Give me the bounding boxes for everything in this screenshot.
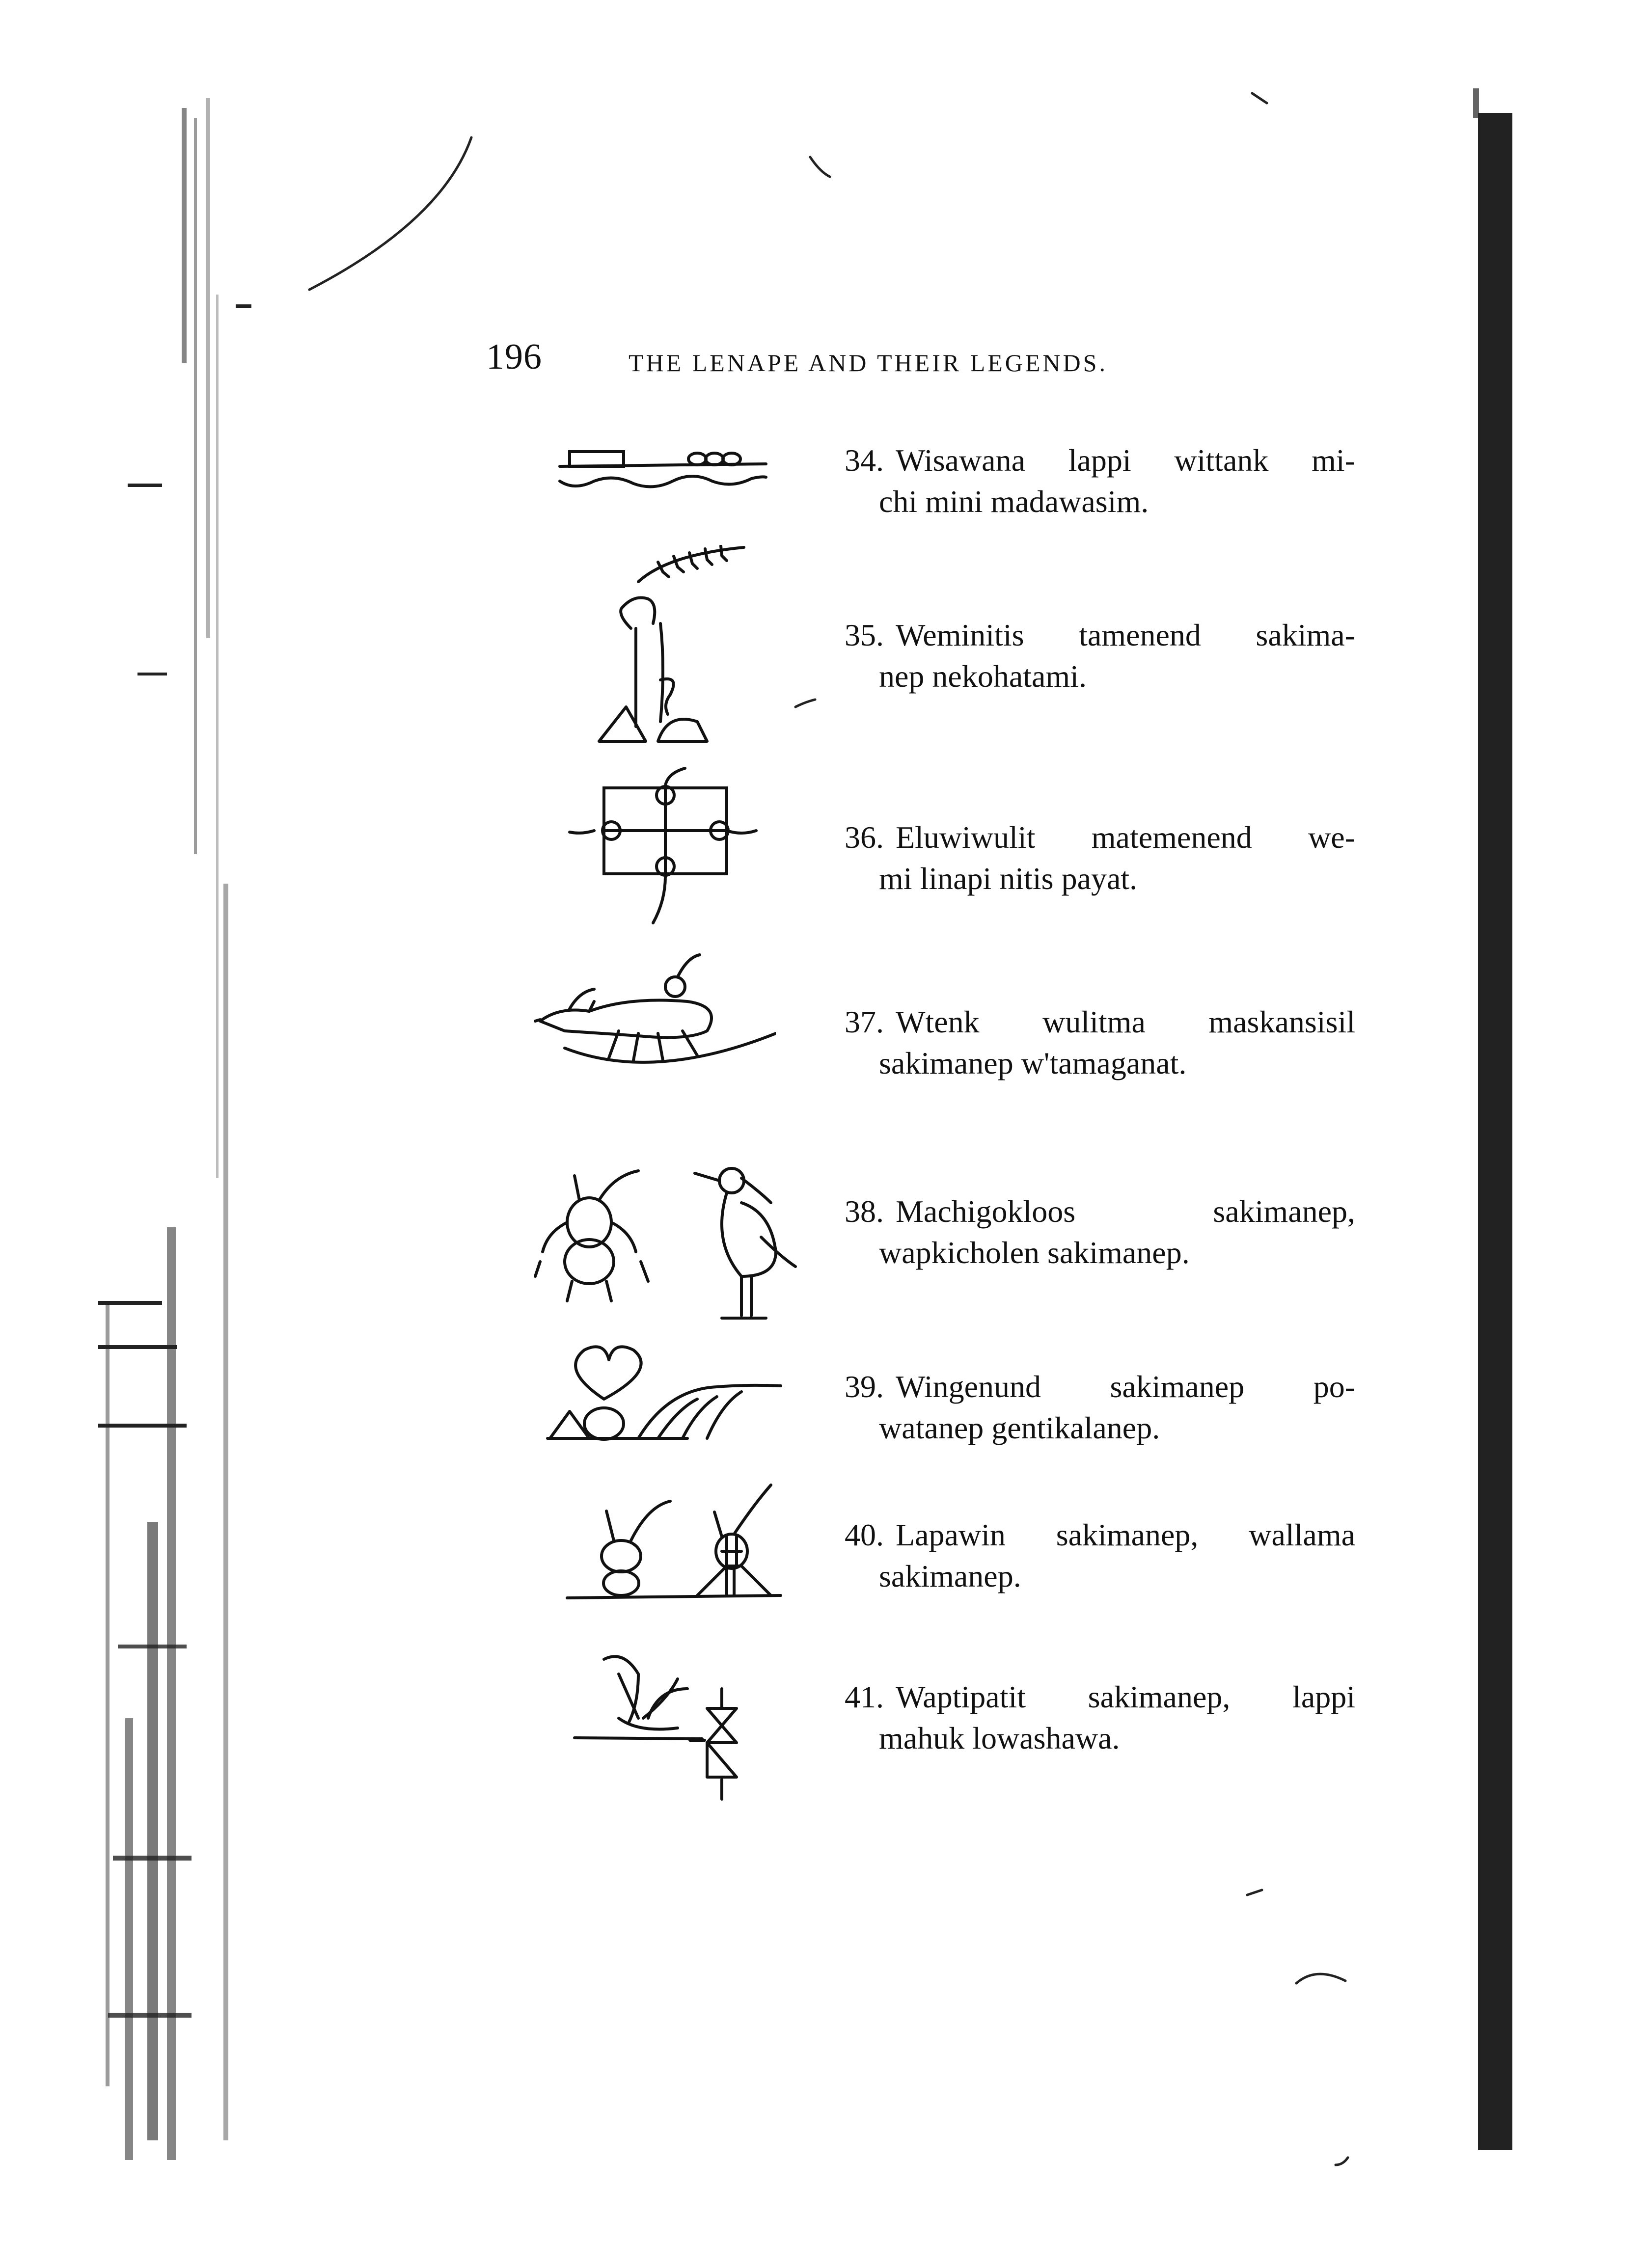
entry-line-1: Wtenk wulitma maskansisil <box>896 1004 1355 1039</box>
bird-and-hourglass-glyph <box>570 1645 776 1807</box>
crossed-enclosure-glyph <box>560 766 766 928</box>
entry-number: 40. <box>845 1517 884 1552</box>
entry-36 <box>845 817 1355 899</box>
seated-chief-with-feather-glyph <box>589 545 751 751</box>
entry-line-1: Waptipatit sakimanep, lappi <box>896 1679 1355 1714</box>
entry-line-1: Wisawana lappi wittank mi- <box>896 443 1355 478</box>
entry-line-2: wapkicholen sakimanep. <box>879 1235 1190 1270</box>
entry-line-1: Lapawin sakimanep, wallama <box>896 1517 1355 1552</box>
entry-number: 35. <box>845 618 884 652</box>
entry-line-2: nep nekohatami. <box>879 659 1087 694</box>
entry-line-1: Wingenund sakimanep po- <box>896 1369 1355 1404</box>
entry-line-2: mahuk lowashawa. <box>879 1721 1120 1755</box>
entry-number: 38. <box>845 1194 884 1229</box>
entry-line-1: Machigokloos sakimanep, <box>896 1194 1355 1229</box>
entry-line-2: mi linapi nitis payat. <box>879 861 1138 896</box>
entry-39 <box>845 1366 1355 1449</box>
entry-34 <box>845 440 1355 522</box>
entry-number: 34. <box>845 443 884 478</box>
entry-line-2: chi mini madawasim. <box>879 484 1149 519</box>
entry-40 <box>845 1514 1355 1597</box>
figure-over-animal-glyph <box>520 952 776 1100</box>
entry-37 <box>845 1001 1355 1084</box>
entry-line-2: watanep gentikalanep. <box>879 1410 1160 1445</box>
entry-line-1: Eluwiwulit matemenend we- <box>896 820 1355 855</box>
entry-number: 36. <box>845 820 884 855</box>
entry-line-1: Weminitis tamenend sakima- <box>896 618 1355 652</box>
entry-35 <box>845 615 1355 697</box>
beetle-and-heron-glyph <box>530 1139 805 1325</box>
entry-38 <box>845 1191 1355 1273</box>
page-number: 196 <box>486 337 542 377</box>
entry-number: 41. <box>845 1679 884 1714</box>
entry-41 <box>845 1676 1355 1759</box>
entry-number: 37. <box>845 1004 884 1039</box>
entry-line-2: sakimanep. <box>879 1559 1021 1593</box>
entry-number: 39. <box>845 1369 884 1404</box>
entry-line-2: sakimanep w'tamaganat. <box>879 1046 1187 1080</box>
boat-on-water-glyph <box>555 437 771 501</box>
two-figures-on-ground-glyph <box>565 1478 795 1610</box>
heart-and-hills-glyph <box>540 1340 786 1453</box>
running-title: THE LENAPE AND THEIR LEGENDS. <box>629 349 1108 377</box>
